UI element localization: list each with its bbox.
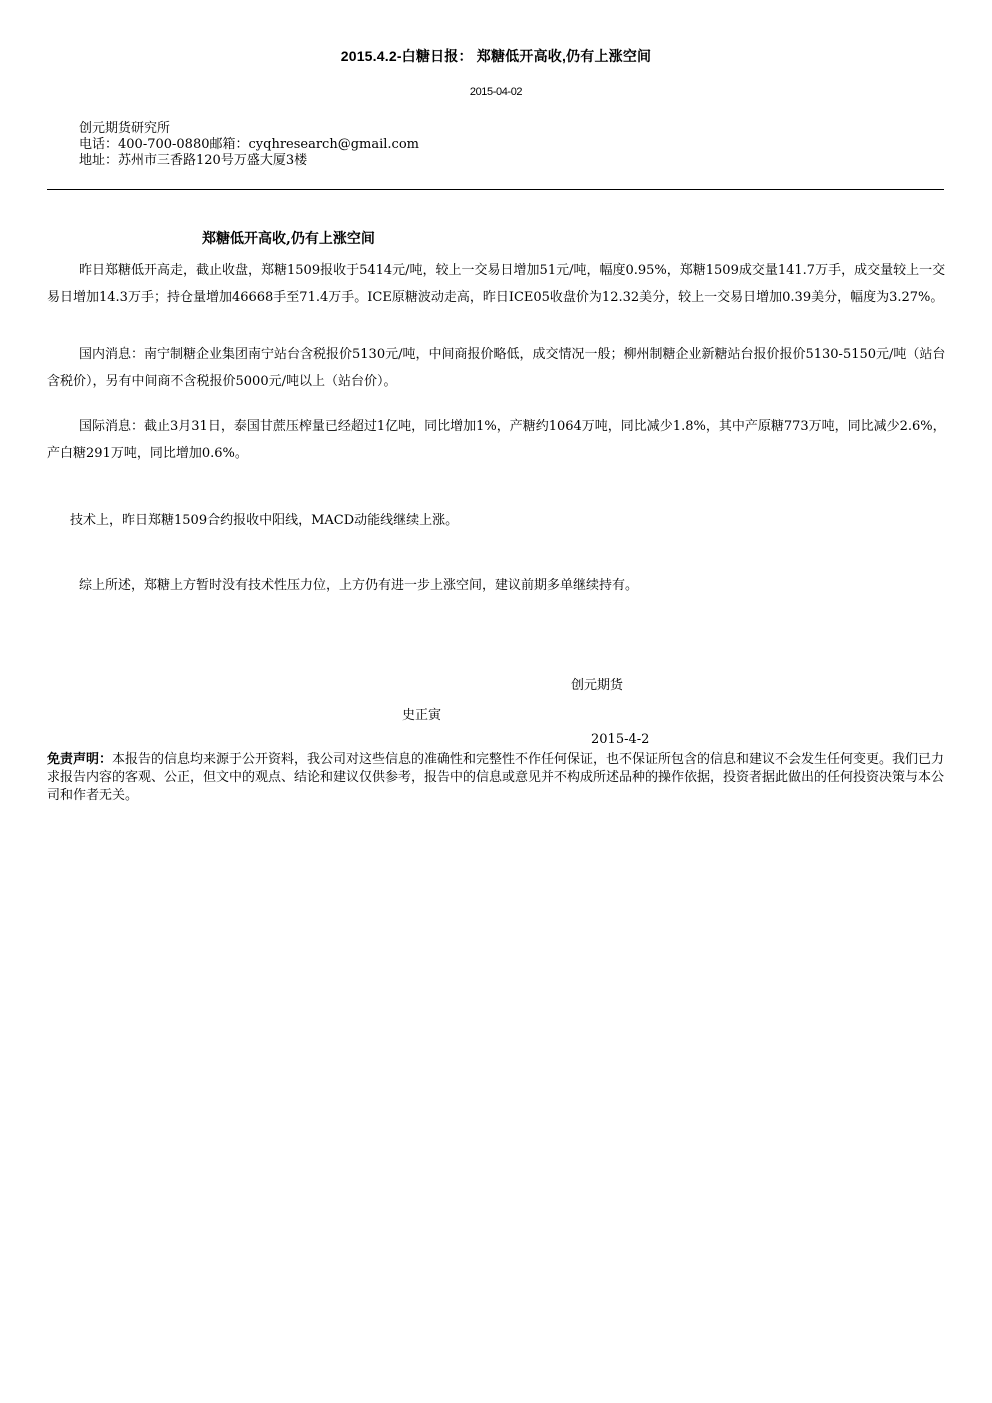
signature-company: 创元期货 [571, 678, 624, 693]
contact-org: 创元期货研究所 [79, 121, 171, 136]
section-title: 郑糖低开高收,仍有上涨空间 [202, 231, 375, 247]
market-summary-paragraph: 昨日郑糖低开高走，截止收盘，郑糖1509报收于5414元/吨，较上一交易日增加51元/吨，幅度0.95%，郑糖1509成交量141.7万手，成交量较上一交易日增加14.3万手；持仓量增加46668手至71.4万手。ICE原糖波动走高，昨日ICE05收盘价为12.32美分，较上一交易日增加0.39美分，幅度为3.27%。 [47, 263, 946, 305]
international-news-paragraph: 国际消息：截止3月31日，泰国甘蔗压榨量已经超过1亿吨，同比增加1%，产糖约1064万吨，同比减少1.8%，其中产原糖773万吨，同比减少2.6%，产白糖291万吨，同比增加0.6%。 [47, 419, 946, 461]
disclaimer-label: 免责声明： [47, 752, 113, 767]
signature-author: 史正寅 [402, 708, 442, 723]
document-title: 2015.4.2-白糖日报： 郑糖低开高收,仍有上涨空间 [340, 48, 652, 64]
document-date: 2015-04-02 [469, 86, 523, 98]
conclusion-paragraph: 综上所述，郑糖上方暂时没有技术性压力位，上方仍有进一步上涨空间，建议前期多单继续持有。 [79, 578, 639, 593]
domestic-news-paragraph: 国内消息：南宁制糖企业集团南宁站台含税报价5130元/吨，中间商报价略低，成交情况一般；柳州制糖企业新糖站台报价报价5130-5150元/吨（站台含税价），另有中间商不含税报价5000元/吨以上（站台价）。 [47, 347, 946, 389]
disclaimer [47, 751, 947, 805]
contact-phone-email: 电话：400-700-0880邮箱：cyqhresearch@gmail.com [79, 137, 419, 152]
disclaimer-text: 本报告的信息均来源于公开资料，我公司对这些信息的准确性和完整性不作任何保证，也不保证所包含的信息和建议不会发生任何变更。我们已力求报告内容的客观、公正，但文中的观点、结论和建议仅供参考，报告中的信息或意见并不构成所述品种的操作依据，投资者据此做出的任何投资决策与本公司和作者无关。 [47, 752, 945, 803]
header-divider [47, 189, 944, 190]
technical-paragraph: 技术上，昨日郑糖1509合约报收中阳线，MACD动能线继续上涨。 [70, 513, 459, 528]
contact-address: 地址：苏州市三香路120号万盛大厦3楼 [79, 153, 308, 168]
contact-block [79, 121, 419, 169]
signature-date: 2015-4-2 [591, 732, 650, 747]
